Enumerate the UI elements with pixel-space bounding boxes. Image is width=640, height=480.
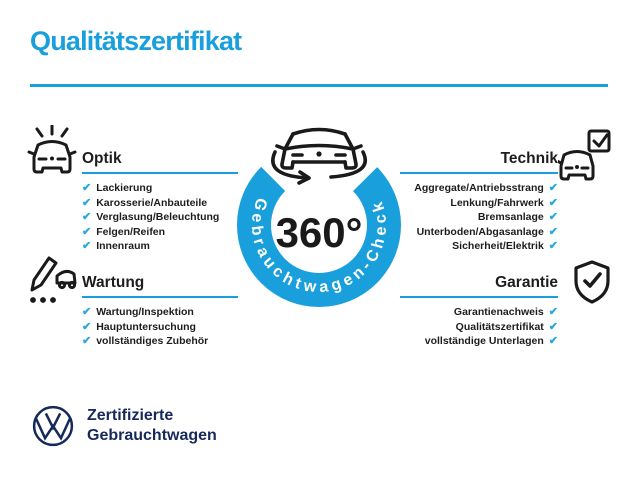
ring-label-text: Gebrauchtwagen-Check bbox=[247, 195, 391, 297]
check-icon: ✔ bbox=[82, 306, 92, 318]
checklist-item-label: Verglasung/Beleuchtung bbox=[96, 211, 220, 224]
checklist-item-label: Bremsanlage bbox=[477, 211, 544, 224]
checklist-item-label: Karosserie/Anbauteile bbox=[96, 196, 208, 209]
checklist-item bbox=[400, 305, 558, 320]
check-icon: ✔ bbox=[548, 306, 558, 318]
sparkling-car-icon bbox=[26, 125, 78, 177]
check-icon: ✔ bbox=[548, 240, 558, 253]
check-icon: ✔ bbox=[82, 196, 92, 209]
checklist-item-label: Qualitätszertifikat bbox=[455, 320, 544, 333]
checklist-item bbox=[82, 305, 238, 320]
footer-claim bbox=[87, 406, 217, 446]
check-icon: ✔ bbox=[548, 225, 558, 238]
section-technik bbox=[400, 150, 558, 254]
checklist-item bbox=[400, 210, 558, 225]
car-rotation-icon bbox=[273, 130, 365, 184]
checklist-item bbox=[82, 334, 238, 349]
360-check-badge bbox=[229, 118, 409, 313]
technik-checklist bbox=[400, 181, 558, 254]
checklist-item-label: Lackierung bbox=[96, 182, 153, 194]
checklist-item bbox=[82, 225, 238, 240]
check-icon: ✔ bbox=[548, 196, 558, 209]
section-garantie bbox=[400, 274, 558, 349]
check-icon: ✔ bbox=[548, 182, 558, 194]
checklist-item bbox=[82, 320, 238, 335]
checklist-item-label: Innenraum bbox=[96, 240, 150, 253]
shield-check-icon bbox=[572, 259, 612, 305]
footer-brand bbox=[32, 405, 217, 447]
title-divider bbox=[30, 84, 608, 87]
check-icon: ✔ bbox=[548, 320, 558, 333]
checklist-item bbox=[400, 225, 558, 240]
checklist-item bbox=[400, 196, 558, 211]
section-optik bbox=[82, 150, 238, 254]
checklist-item-label: vollständige Unterlagen bbox=[424, 335, 544, 348]
checklist-item bbox=[400, 334, 558, 349]
checklist-item bbox=[82, 239, 238, 254]
page-title: Qualitätszertifikat bbox=[30, 26, 242, 56]
vw-logo bbox=[32, 405, 74, 447]
checklist-item-label: Unterboden/Abgasanlage bbox=[416, 225, 544, 238]
optik-checklist bbox=[82, 181, 238, 254]
section-heading-technik: Technik bbox=[400, 150, 558, 174]
check-icon: ✔ bbox=[548, 335, 558, 348]
checklist-item bbox=[400, 320, 558, 335]
check-icon: ✔ bbox=[82, 211, 92, 224]
check-icon: ✔ bbox=[548, 211, 558, 224]
check-icon: ✔ bbox=[82, 182, 92, 194]
checklist-item bbox=[82, 181, 238, 196]
degree-text: 360° bbox=[275, 209, 363, 256]
section-heading-wartung: Wartung bbox=[82, 274, 238, 298]
check-icon: ✔ bbox=[82, 335, 92, 348]
garantie-checklist bbox=[400, 305, 558, 349]
pencil-car-checklist-icon bbox=[24, 254, 78, 308]
checklist-item bbox=[82, 196, 238, 211]
wartung-checklist bbox=[82, 305, 238, 349]
footer-claim-line2: Gebrauchtwagen bbox=[87, 427, 217, 444]
car-checkbox-icon bbox=[558, 128, 612, 182]
check-icon: ✔ bbox=[82, 320, 92, 333]
checklist-item-label: Garantienachweis bbox=[453, 306, 544, 318]
checklist-item bbox=[400, 181, 558, 196]
check-icon: ✔ bbox=[82, 240, 92, 253]
checklist-item bbox=[82, 210, 238, 225]
checklist-item-label: Lenkung/Fahrwerk bbox=[450, 196, 544, 209]
checklist-item bbox=[400, 239, 558, 254]
footer-claim-line1: Zertifizierte bbox=[87, 407, 174, 424]
section-wartung bbox=[82, 274, 238, 349]
checklist-item-label: Wartung/Inspektion bbox=[96, 306, 194, 318]
checklist-item-label: Sicherheit/Elektrik bbox=[452, 240, 544, 253]
checklist-item-label: Aggregate/Antriebsstrang bbox=[414, 182, 544, 194]
section-heading-garantie: Garantie bbox=[400, 274, 558, 298]
checklist-item-label: vollständiges Zubehör bbox=[96, 335, 209, 348]
checklist-item-label: Hauptuntersuchung bbox=[96, 320, 196, 333]
section-heading-optik: Optik bbox=[82, 150, 238, 174]
check-icon: ✔ bbox=[82, 225, 92, 238]
checklist-item-label: Felgen/Reifen bbox=[96, 225, 166, 238]
